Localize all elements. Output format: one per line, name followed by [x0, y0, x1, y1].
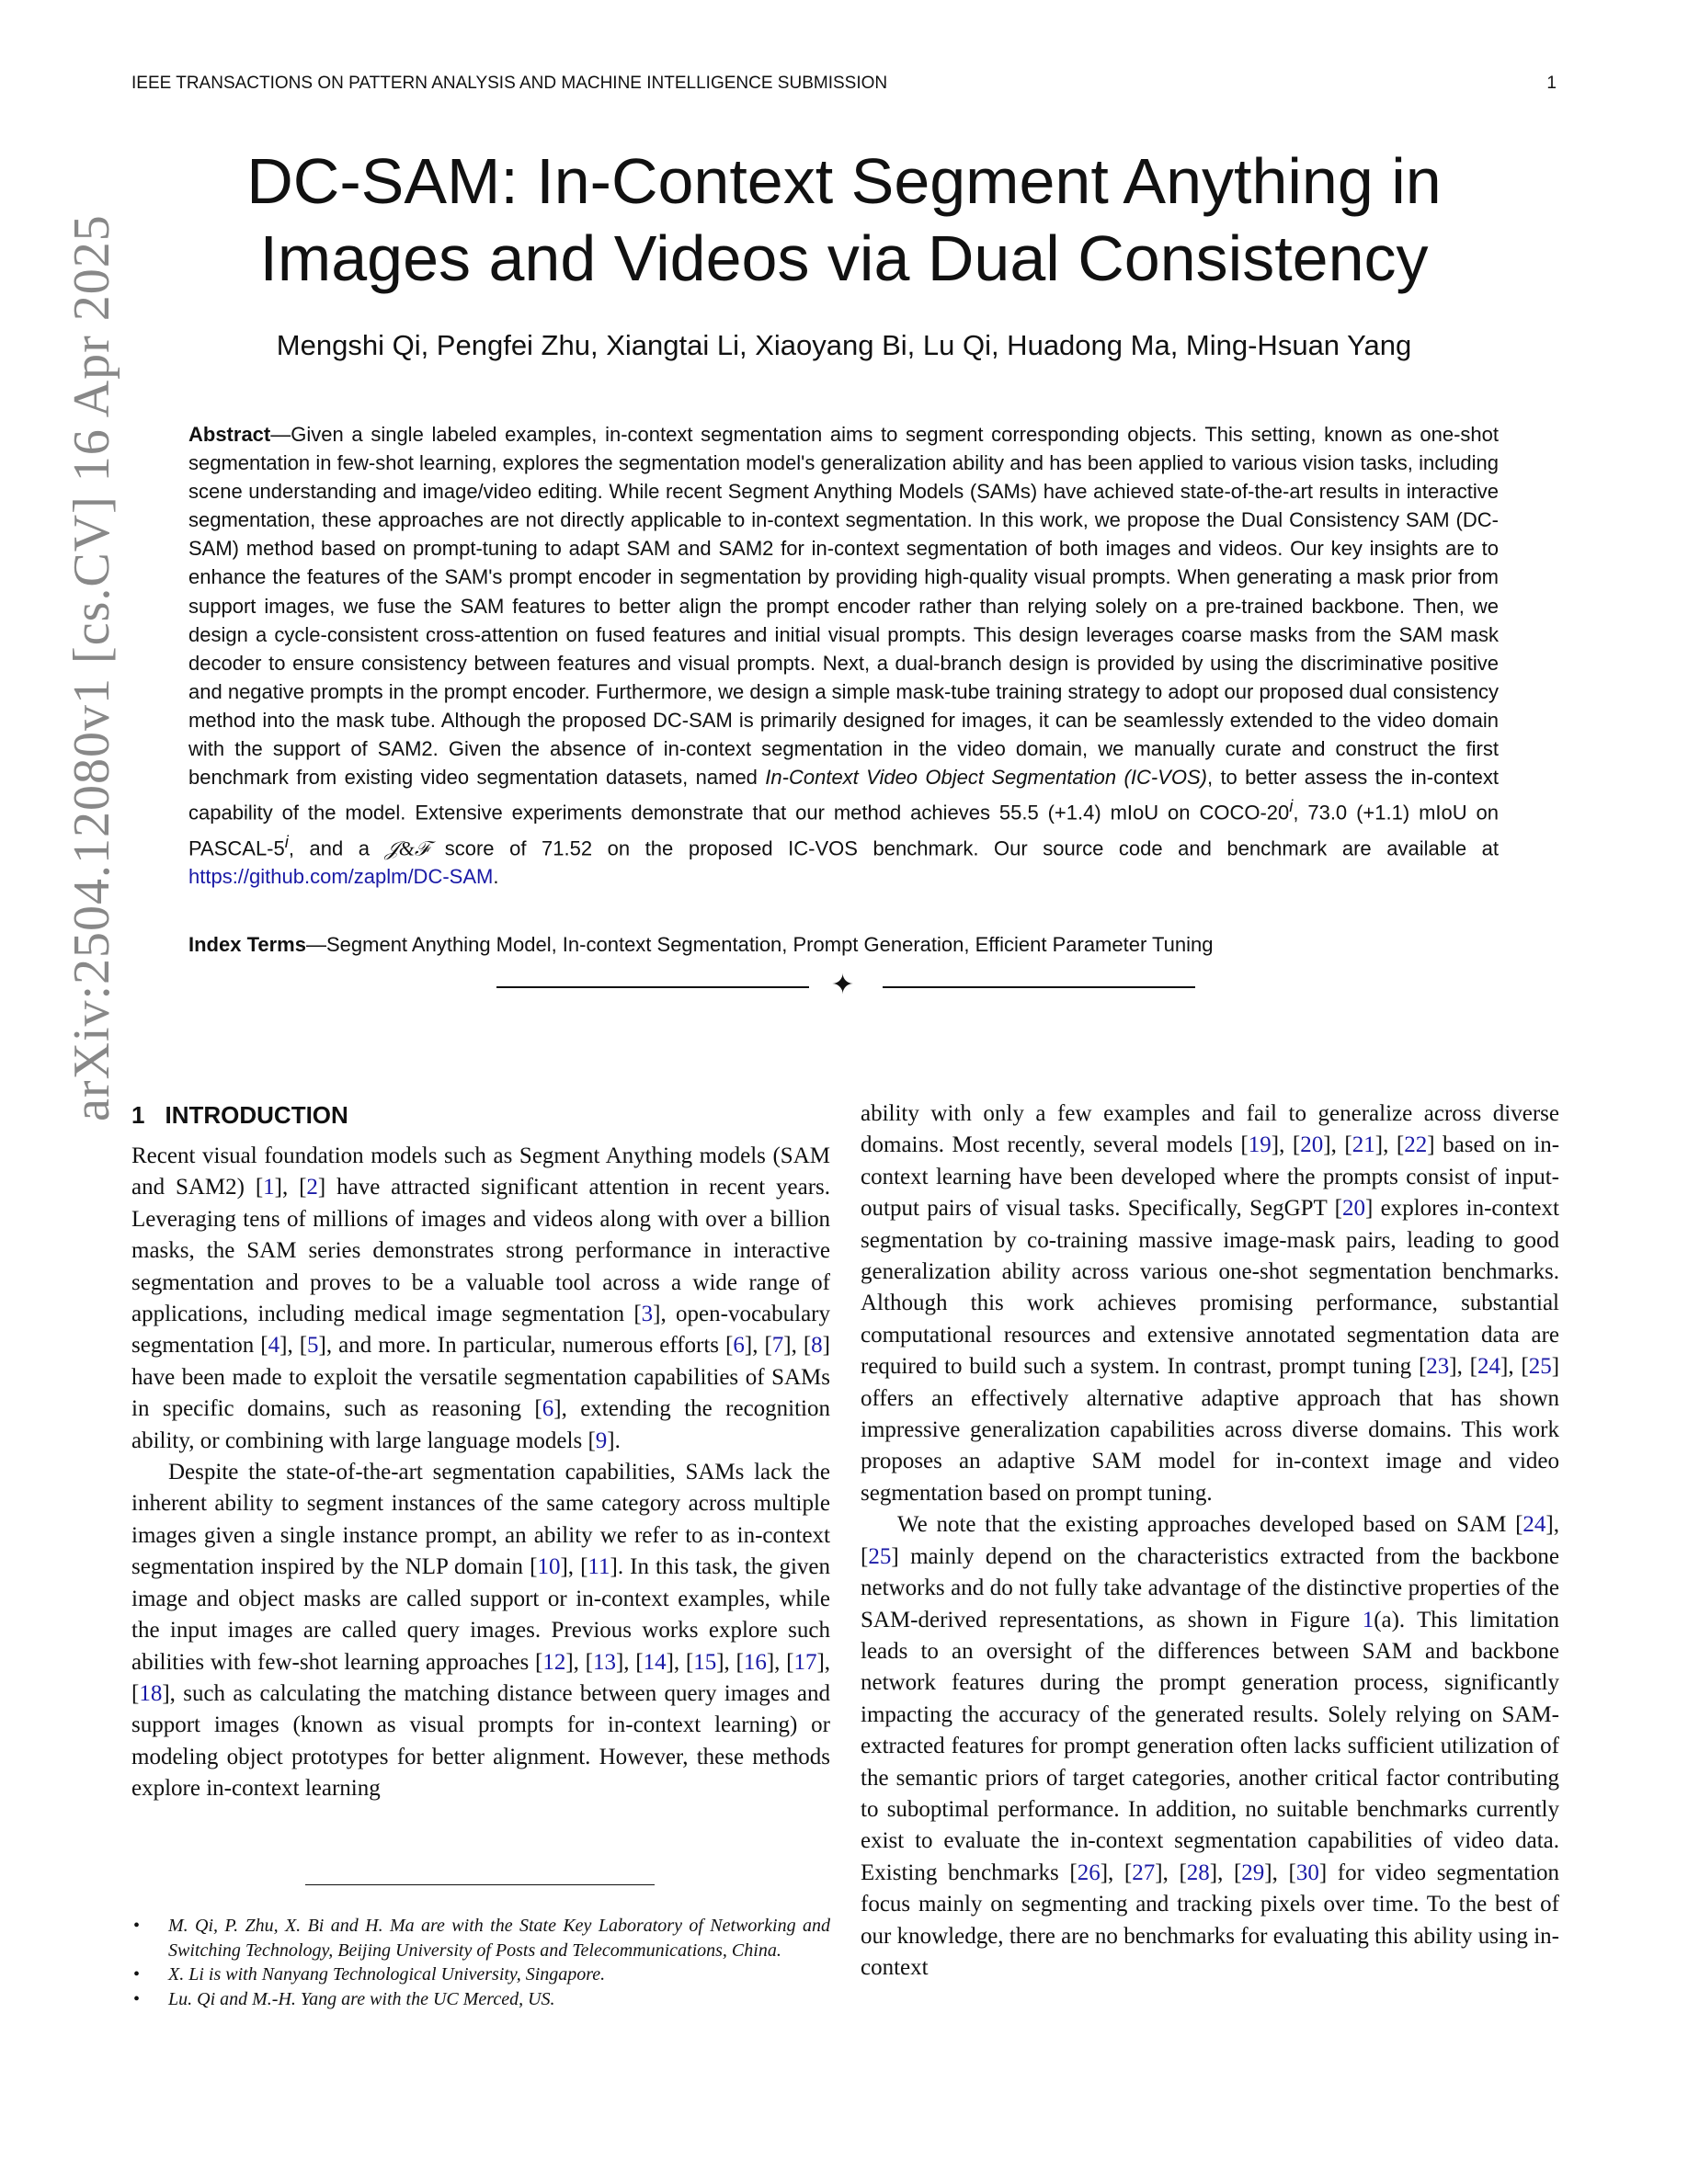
divider-line-right	[883, 986, 1195, 988]
text-run: Recent visual foundation models such as Segment Anything models (SAM and SAM2)	[131, 1143, 830, 1200]
footnote: • X. Li is with Nanyang Technological University, Singapore.	[131, 1962, 830, 1987]
text-run: , and more. In particular, numerous efforts	[325, 1333, 726, 1359]
citation-link[interactable]: 12	[542, 1649, 566, 1675]
text-run: ,	[567, 1554, 581, 1580]
paragraph: Despite the state-of-the-art segmentation capabilities, SAMs lack the inherent ability to segment instances of the same category across multiple images given a single instance prompt, an ability we refer to as in-context segmentation inspired by the NLP domain [10], [11]. In this task, the given image and object masks are called support or in-context examples, while the input images are called query images. Previous works explore such abilities with few-shot learning approaches [12], [13], [14], [15], [16], [17], [18], such as calculating the matching distance between query images and support images (known as visual prompts for in-context learning) or modeling object prototypes for better alignment. However, these methods explore in-context learning	[131, 1460, 831, 1802]
text-run: ,	[791, 1333, 804, 1359]
citation-link[interactable]: 25	[1528, 1354, 1552, 1380]
abstract-text-6: .	[493, 865, 499, 889]
citation-link[interactable]: 26	[1077, 1860, 1101, 1885]
text-run: ,	[1162, 1860, 1180, 1885]
citation-link[interactable]: 6	[733, 1333, 745, 1359]
citation-link[interactable]: 13	[592, 1649, 616, 1675]
text-run: ,	[623, 1649, 636, 1675]
text-run: ,	[1553, 1512, 1559, 1538]
right-column	[861, 1098, 1559, 1984]
text-run: explores in-context segmentation by co-training massive image-mask pairs, leading to good generalization ability across various one-shot segmentation benchmarks. Although this work achieves promising performance, substantial computational resources and extensive annotated segmentation data are required to build such a system. In contrast, prompt tuning	[861, 1196, 1559, 1380]
citation-link[interactable]: 3	[641, 1302, 654, 1327]
text-run: , extending the recognition ability, or combining with large language models	[131, 1396, 830, 1453]
text-run: ,	[1279, 1132, 1293, 1158]
abstract-text-2: , to better assess the in-context capability of the model. Extensive experiments demonstrate that our method achieves 55.5 (+1.4) mIoU on COCO-20	[188, 766, 1499, 825]
text-run: ,	[1217, 1860, 1234, 1885]
abstract-text-3: , 73.0 (+1.1) mIoU on PASCAL-5	[188, 801, 1500, 859]
citation-link[interactable]: 10	[537, 1554, 561, 1580]
abstract-dash: —	[270, 423, 291, 446]
running-header	[131, 74, 1557, 94]
citation-link[interactable]: 24	[1523, 1512, 1546, 1538]
citation-link[interactable]: 30	[1295, 1860, 1319, 1885]
superscript-i: i	[284, 831, 289, 851]
citation-link[interactable]: 4	[268, 1333, 280, 1359]
index-terms-text: Segment Anything Model, In-context Segmentation, Prompt Generation, Efficient Parameter Tuning	[325, 933, 1214, 956]
citation-link[interactable]: 27	[1132, 1860, 1156, 1885]
citation-link[interactable]: 23	[1426, 1354, 1450, 1380]
text-run: ,	[1272, 1860, 1289, 1885]
text-run: offers an effectively alternative adaptive approach that has shown impressive generalization capabilities across diverse domains. This work proposes an adaptive SAM model for in-context image and video segmentation based on prompt tuning.	[861, 1385, 1559, 1506]
left-column	[131, 1098, 830, 1805]
footnote: • M. Qi, P. Zhu, X. Bi and H. Ma are with the State Key Laboratory of Networking and Switching Technology, Beijing University of Posts and Telecommunications, China.	[131, 1914, 830, 1962]
divider-star-icon: ✦	[831, 969, 855, 1001]
citation-link[interactable]: 1	[263, 1175, 275, 1200]
text-run: ,	[1456, 1354, 1470, 1380]
figure-link[interactable]: 1	[1362, 1607, 1374, 1632]
abstract-text-1: Given a single labeled examples, in-context segmentation aims to segment corresponding objects. This setting, known as one-shot segmentation in few-shot learning, explores the segmentation model's generalization ability and has been applied to various vision tasks, including scene understanding and image/video editing. While recent Segment Anything Models (SAMs) have achieved state-of-the-art results in interactive segmentation, these approaches are not directly applicable to in-context segmentation. In this work, we propose the Dual Consistency SAM (DC-SAM) method based on prompt-tuning to adapt SAM and SAM2 for in-context segmentation of both images and videos. Our key insights are to enhance the features of the SAM's prompt encoder in segmentation by providing high-quality visual prompts. When generating a mask prior from support images, we fuse the SAM features to better align the prompt encoder rather than relying solely on a pre-trained backbone. Then, we design a cycle-consistent cross-attention on fused features and initial visual prompts. This design leverages coarse masks from the SAM mask decoder to ensure consistency between features and visual prompts. Next, a dual-branch design is provided by using the discriminative positive and negative prompts in the prompt encoder. Furthermore, we design a simple mask-tube training strategy to adopt our proposed dual consistency method into the mask tube. Although the proposed DC-SAM is primarily designed for images, it can be seamlessly extended to the video domain with the support of SAM2. Given the absence of in-context segmentation in the video domain, we manually curate and construct the first benchmark from existing video segmentation datasets, named	[188, 423, 1499, 790]
text-run: ,	[281, 1175, 300, 1200]
abstract-label: Abstract	[188, 423, 271, 446]
citation-link[interactable]: 15	[693, 1649, 717, 1675]
text-run: ,	[1383, 1132, 1397, 1158]
text-run: , such as calculating the matching distance between query images and support images (known as visual prompts for in-context learning) or modeling object prototypes for better alignment. However, these methods explore in-context learning	[131, 1680, 830, 1802]
citation-link[interactable]: 28	[1186, 1860, 1210, 1885]
index-terms	[188, 933, 1499, 957]
citation-link[interactable]: 7	[771, 1333, 784, 1359]
abstract	[188, 420, 1499, 891]
citation-link[interactable]: 8	[811, 1333, 823, 1359]
citation-link[interactable]: 11	[587, 1554, 610, 1580]
arxiv-identifier: arXiv:2504.12080v1 [cs.CV] 16 Apr 2025	[63, 214, 120, 1121]
text-run: ability with only a few examples and fail to generalize across diverse domains. Most recently, several models	[861, 1101, 1559, 1158]
text-run: .	[614, 1428, 621, 1453]
citation-link[interactable]: 2	[306, 1175, 318, 1200]
text-run: ,	[573, 1649, 586, 1675]
abstract-text-4: , and a	[288, 836, 385, 859]
citation-link[interactable]: 29	[1241, 1860, 1265, 1885]
jf-metric: 𝒥&ℱ	[384, 836, 430, 859]
text-run: mainly depend on the characteristics extracted from the backbone networks and do not fully take advantage of the distinctive properties of the SAM-derived representations, as shown in Figure	[861, 1543, 1559, 1632]
superscript-i: i	[1289, 796, 1294, 816]
citation-link[interactable]: 9	[595, 1428, 608, 1453]
page-number: 1	[1546, 74, 1557, 93]
paragraph: Recent visual foundation models such as Segment Anything models (SAM and SAM2) [1], [2] have attracted significant attention in recent years. Leveraging tens of millions of images and videos along with over a billion masks, the SAM series demonstrates strong performance in interactive segmentation and proves to be a valuable tool across a wide range of applications, including medical image segmentation [3], open-vocabulary segmentation [4], [5], and more. In particular, numerous efforts [6], [7], [8] have been made to exploit the versatile segmentation capabilities of SAMs in specific domains, such as reasoning [6], extending the recognition ability, or combining with large language models [9].	[131, 1143, 831, 1453]
text-run: , open-vocabulary segmentation	[131, 1302, 830, 1359]
text-run: ,	[287, 1333, 300, 1359]
abstract-text-5: score of 71.52 on the proposed IC-VOS benchmark. Our source code and benchmark are available at	[429, 836, 1499, 859]
citation-link[interactable]: 5	[307, 1333, 319, 1359]
footnote-rule	[305, 1884, 655, 1885]
benchmark-name: In-Context Video Object Segmentation (IC-VOS)	[765, 766, 1207, 790]
citation-link[interactable]: 16	[743, 1649, 767, 1675]
paragraph: We note that the existing approaches developed based on SAM [24], [25] mainly depend on the characteristics extracted from the backbone networks and do not fully take advantage of the distinctive properties of the SAM-derived representations, as shown in Figure 1(a). This limitation leads to an oversight of the differences between SAM and backbone network features during the prompt generation process, significantly impacting the accuracy of the generated results. Solely relying on SAM-extracted features for prompt generation often lacks sufficient utilization of the semantic priors of target categories, another critical factor contributing to suboptimal performance. In addition, no suitable benchmarks currently exist to evaluate the in-context segmentation capabilities of video data. Existing benchmarks [26], [27], [28], [29], [30] for video segmentation focus mainly on segmenting and tracking pixels over time. To the best of our knowledge, there are no benchmarks for evaluating this ability using in-context	[861, 1512, 1560, 1980]
github-link[interactable]: https://github.com/zaplm/DC-SAM	[188, 865, 494, 889]
author-list: Mengshi Qi, Pengfei Zhu, Xiangtai Li, Xiaoyang Bi, Lu Qi, Huadong Ma, Ming-Hsuan Yang	[276, 329, 1412, 361]
section-heading	[131, 1098, 830, 1132]
citation-link[interactable]: 25	[868, 1543, 892, 1569]
citation-link[interactable]: 14	[643, 1649, 667, 1675]
text-run: based on in-context learning have been developed where the prompts consist of input-output pairs of visual tasks. Specifically, SegGPT	[861, 1132, 1560, 1222]
citation-link[interactable]: 18	[139, 1680, 163, 1706]
text-run: ,	[824, 1649, 831, 1675]
paragraph: ability with only a few examples and fail to generalize across diverse domains. Most recently, several models [19], [20], [21], [22] based on in-context learning have been developed where the prompts consist of input-output pairs of visual tasks. Specifically, SegGPT [20] explores in-context segmentation by co-training massive image-mask pairs, leading to good generalization ability across various one-shot segmentation benchmarks. Although this work achieves promising performance, substantial computational resources and extensive annotated segmentation data are required to build such a system. In contrast, prompt tuning [23], [24], [25] offers an effectively alternative adaptive approach that has shown impressive generalization capabilities across diverse domains. This work proposes an adaptive SAM model for in-context image and video segmentation based on prompt tuning.	[861, 1101, 1560, 1506]
paper-title	[131, 142, 1557, 297]
text-run: Despite the state-of-the-art segmentation capabilities, SAMs lack the inherent ability to segment instances of the same category across multiple images given a single instance prompt, an ability we refer to as in-context segmentation inspired by the NLP domain	[131, 1460, 830, 1580]
citation-link[interactable]: 21	[1352, 1132, 1375, 1158]
citation-link[interactable]: 22	[1404, 1132, 1428, 1158]
title-line-1: DC-SAM: In-Context Segment Anything in	[246, 145, 1442, 217]
text-run: for video segmentation focus mainly on segmenting and tracking pixels over time. To the best of our knowledge, there are no benchmarks for evaluating this ability using in-context	[861, 1860, 1560, 1980]
citation-link[interactable]: 20	[1342, 1196, 1365, 1222]
journal-name: IEEE TRANSACTIONS ON PATTERN ANALYSIS AND MACHINE INTELLIGENCE SUBMISSION	[131, 74, 888, 93]
section-title-rest: NTRODUCTION	[171, 1101, 348, 1129]
citation-link[interactable]: 20	[1300, 1132, 1324, 1158]
title-line-2: Images and Videos via Dual Consistency	[259, 222, 1429, 294]
section-number: 1	[131, 1101, 145, 1129]
citation-link[interactable]: 24	[1477, 1354, 1500, 1380]
footnote: • Lu. Qi and M.-H. Yang are with the UC Merced, US.	[131, 1987, 830, 2012]
text-run: ,	[774, 1649, 787, 1675]
text-run: have attracted significant attention in recent years. Leveraging tens of millions of images and videos along with over a billion masks, the SAM series demonstrates strong performance in interactive segmentation and proves to be a valuable tool across a wide range of applications, including medical image segmentation	[131, 1175, 831, 1327]
divider-line-left	[496, 986, 809, 988]
citation-link[interactable]: 19	[1248, 1132, 1272, 1158]
text-run: . In this task, the given image and object masks are called support or in-context examples, while the input images are called query images. Previous works explore such abilities with few-shot learning approaches	[131, 1554, 830, 1675]
text-run: ,	[1508, 1354, 1522, 1380]
text-run: (a). This limitation leads to an oversight of the differences between SAM and backbone network features during the prompt generation process, significantly impacting the accuracy of the generated results. Solely relying on SAM-extracted features for prompt generation often lacks sufficient utilization of the semantic priors of target categories, another critical factor contributing to suboptimal performance. In addition, no suitable benchmarks currently exist to evaluate the in-context segmentation capabilities of video data. Existing benchmarks	[861, 1607, 1559, 1885]
index-terms-dash: —	[305, 933, 326, 956]
text-run: ,	[724, 1649, 736, 1675]
text-run: ,	[1108, 1860, 1124, 1885]
citation-link[interactable]: 17	[793, 1649, 817, 1675]
text-run: have been made to exploit the versatile segmentation capabilities of SAMs in specific domains, such as reasoning	[131, 1364, 830, 1422]
text-run: ,	[673, 1649, 686, 1675]
footnotes	[131, 1914, 830, 2011]
text-run: ,	[752, 1333, 765, 1359]
index-terms-label: Index Terms	[188, 933, 306, 956]
section-divider	[496, 969, 1195, 1001]
text-run: We note that the existing approaches developed based on SAM	[897, 1512, 1516, 1538]
text-run: ,	[1330, 1132, 1345, 1158]
section-title-initial: I	[165, 1101, 172, 1129]
citation-link[interactable]: 6	[542, 1396, 554, 1422]
